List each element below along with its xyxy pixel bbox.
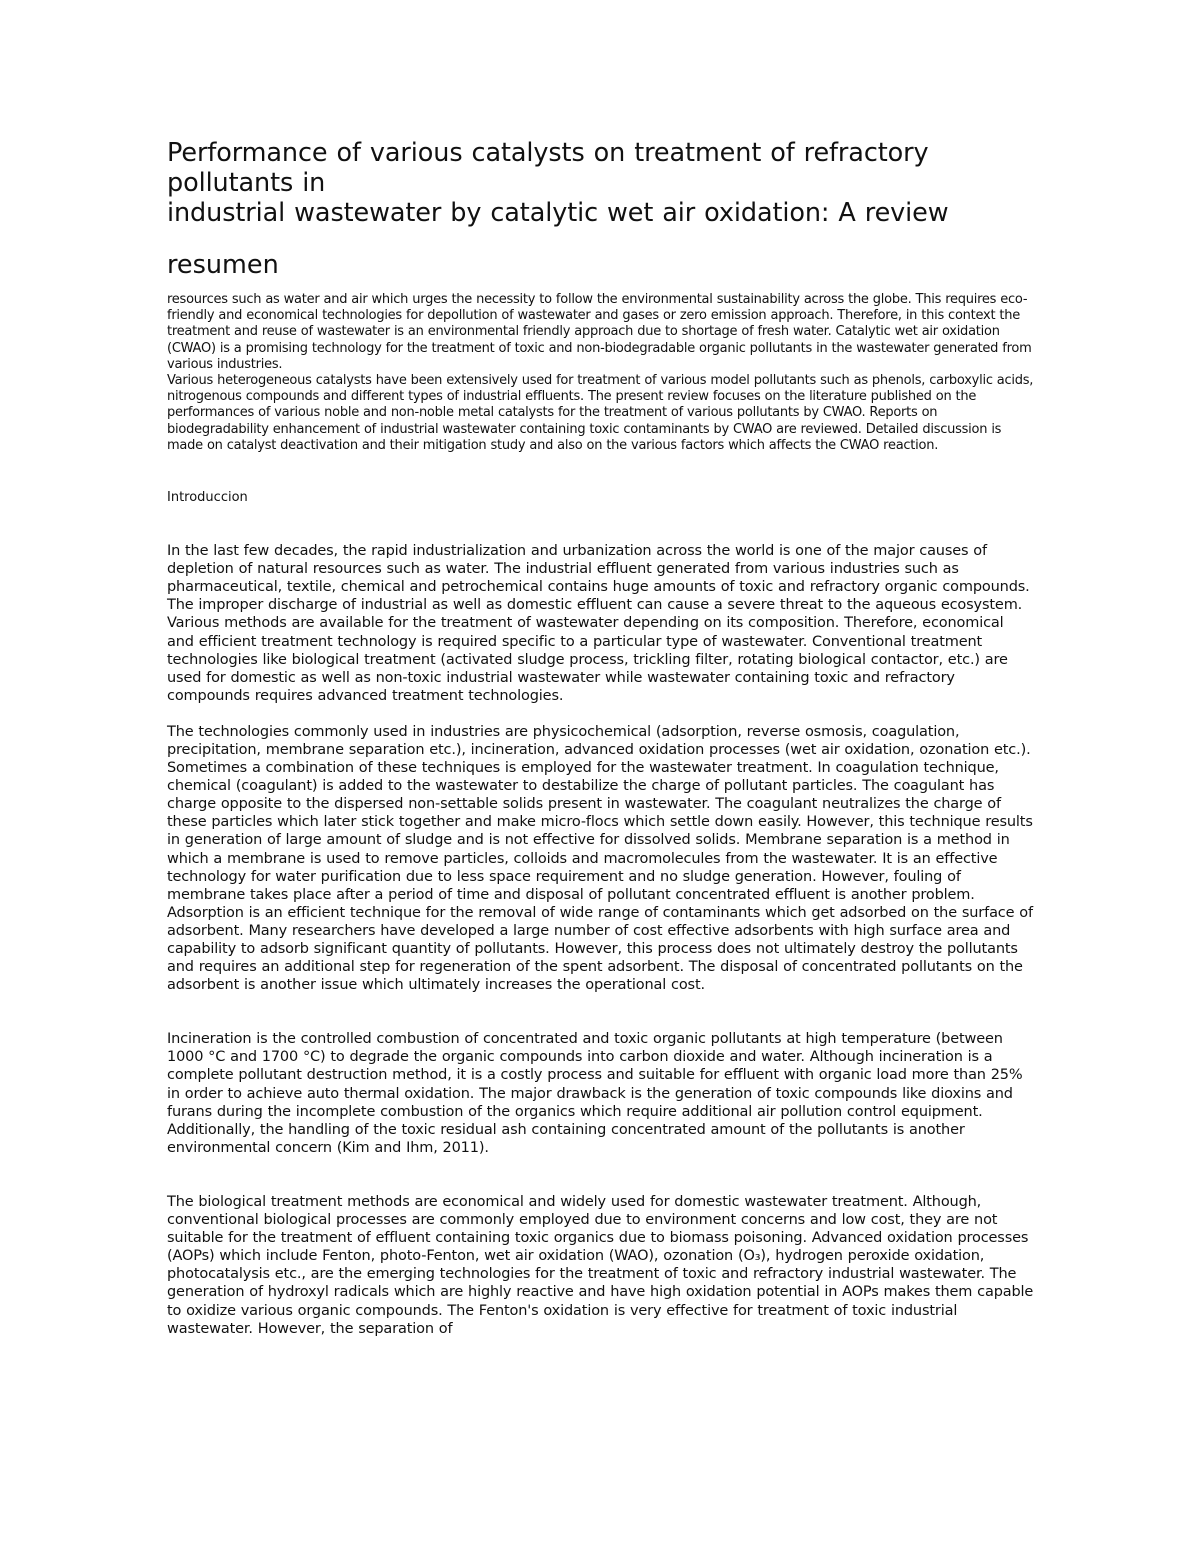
body-paragraph-1: In the last few decades, the rapid industrialization and urbanization across the world is one of the major causes of depletion of natural resources such as water. The industrial effluent generated from various industries such as pharmaceutical, textile, chemical and petrochemical contains huge amounts of toxic and refractory organic compounds. The improper discharge of industrial as well as domestic effluent can cause a severe threat to the aqueous ecosystem. Various methods are available for the treatment of wastewater depending on its composition. Therefore, economical and efficient treatment technology is required specific to a particular type of wastewater. Conventional treatment technologies like biological treatment (activated sludge process, trickling filter, rotating biological contactor, etc.) are used for domestic as well as non-toxic industrial wastewater while wastewater containing toxic and refractory compounds requires advanced treatment technologies. bbox=[167, 543, 1030, 704]
abstract-heading: resumen bbox=[167, 250, 279, 280]
introduction-heading: Introduccion bbox=[167, 490, 248, 506]
document-content bbox=[167, 138, 1035, 1338]
abstract-section bbox=[167, 292, 1035, 454]
title-line-3: industrial wastewater by catalytic wet air oxidation: A review bbox=[167, 198, 949, 228]
title-line-1: Performance of various catalysts on treatment of refractory bbox=[167, 138, 929, 168]
title-line-2: pollutants in bbox=[167, 168, 326, 198]
body-paragraph-2: The technologies commonly used in industries are physicochemical (adsorption, reverse osmosis, coagulation, precipitation, membrane separation etc.), incineration, advanced oxidation processes (wet air oxidation, ozonation etc.). Sometimes a combination of these techniques is employed for the wastewater treatment. In coagulation technique, chemical (coagulant) is added to the wastewater to destabilize the charge of pollutant particles. The coagulant has charge opposite to the dispersed non-settable solids present in wastewater. The coagulant neutralizes the charge of these particles which later stick together and make micro-flocs which settle down easily. However, this technique results in generation of large amount of sludge and is not effective for dissolved solids. Membrane separation is a method in which a membrane is used to remove particles, colloids and macromolecules from the wastewater. It is an effective technology for water purification due to less space requirement and no sludge generation. However, fouling of membrane takes place after a period of time and disposal of pollutant concentrated effluent is another problem. Adsorption is an efficient technique for the removal of wide range of contaminants which get adsorbed on the surface of adsorbent. Many researchers have developed a large number of cost effective adsorbents with high surface area and capability to adsorb significant quantity of pollutants. However, this process does not ultimately destroy the pollutants and requires an additional step for regeneration of the spent adsorbent. The disposal of concentrated pollutants on the adsorbent is another issue which ultimately increases the operational cost. bbox=[167, 723, 1033, 994]
body-paragraph-4: The biological treatment methods are economical and widely used for domestic wastewater treatment. Although, conventional biological processes are commonly employed due to environment concerns and low cost, they are not suitable for the treatment of effluent containing toxic organics due to biomass poisoning. Advanced oxidation processes (AOPs) which include Fenton, photo-Fenton, wet air oxidation (WAO), ozonation (O₃), hydrogen peroxide oxidation, photocatalysis etc., are the emerging technologies for the treatment of toxic and refractory industrial wastewater. The generation of hydroxyl radicals which are highly reactive and have high oxidation potential in AOPs makes them capable to oxidize various organic compounds. The Fenton's oxidation is very effective for treatment of toxic industrial wastewater. However, the separation of bbox=[167, 1193, 1034, 1337]
body-paragraph-3: Incineration is the controlled combustion of concentrated and toxic organic pollutants at high temperature (between 1000 °C and 1700 °C) to degrade the organic compounds into carbon dioxide and water. Although incineration is a complete pollutant destruction method, it is a costly process and suitable for effluent with organic load more than 25% in order to achieve auto thermal oxidation. The major drawback is the generation of toxic compounds like dioxins and furans during the incomplete combustion of the organics which require additional air pollution control equipment. Additionally, the handling of the toxic residual ash containing concentrated amount of the pollutants is another environmental concern (Kim and Ihm, 2011). bbox=[167, 1031, 1023, 1156]
abstract-paragraph-1: resources such as water and air which urges the necessity to follow the environmental sustainability across the globe. This requires eco-friendly and economical technologies for depollution of wastewater and gases or zero emission approach. Therefore, in this context the treatment and reuse of wastewater is an environmental friendly approach due to shortage of fresh water. Catalytic wet air oxidation (CWAO) is a promising technology for the treatment of toxic and non-biodegradable organic pollutants in the wastewater generated from various industries. bbox=[167, 292, 1032, 372]
document-title bbox=[167, 138, 1035, 228]
abstract-paragraph-2: Various heterogeneous catalysts have been extensively used for treatment of various model pollutants such as phenols, carboxylic acids, nitrogenous compounds and different types of industrial effluents. The present review focuses on the literature published on the performances of various noble and non-noble metal catalysts for the treatment of various pollutants by CWAO. Reports on biodegradability enhancement of industrial wastewater containing toxic contaminants by CWAO are reviewed. Detailed discussion is made on catalyst deactivation and their mitigation study and also on the various factors which affects the CWAO reaction. bbox=[167, 373, 1034, 453]
